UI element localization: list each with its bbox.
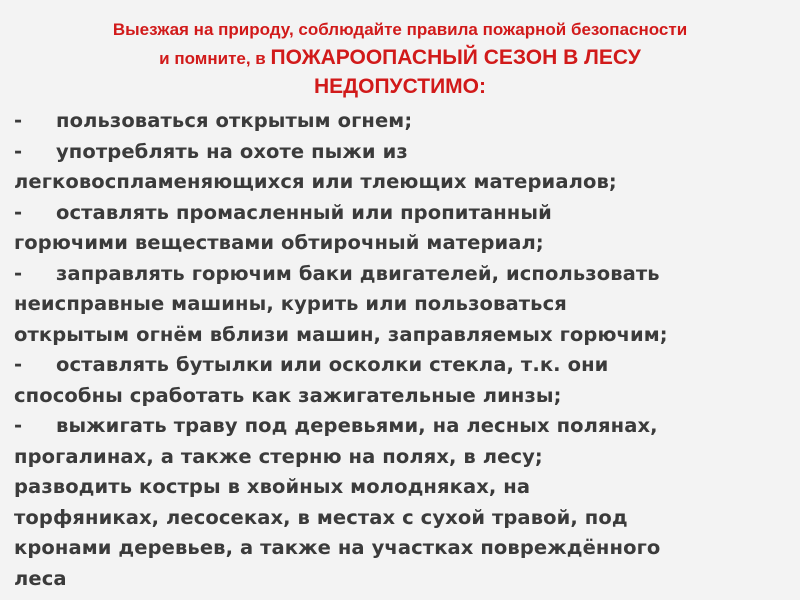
rule-text: пользоваться открытым огнем; [56,109,413,132]
rule-text: разводить костры в хвойных молодняках, на [14,475,531,498]
rule-text: торфяниках, лесосеках, в местах с сухой травой, под [14,505,628,529]
rule-line [14,503,784,534]
rule-line [14,442,784,473]
rule-line [14,198,784,229]
rule-text: оставлять промасленный или пропитанный [56,200,552,224]
rule-line [14,320,784,351]
rule-text: выжигать траву под деревьями, на лесных полянах, [56,414,658,437]
rule-line [14,228,784,259]
list-dash: - [14,414,23,437]
rule-text: прогалинах, а также стерню на полях, в лесу; [14,444,543,468]
rule-line [14,472,784,503]
rule-text: легковоспламеняющихся или тлеющих материалов; [14,170,617,193]
rule-line [14,137,784,168]
slide-title [14,16,786,102]
rule-line [14,533,784,564]
rule-line [14,411,784,442]
rule-text: кронами деревьев, а также на участках повреждённого [14,536,661,559]
list-dash: - [14,109,23,132]
title-line-1: Выезжая на природу, соблюдайте правила пожарной безопасности [112,20,688,39]
rule-text: заправлять горючим баки двигателей, использовать [56,261,660,285]
rule-line [14,381,784,412]
rule-text: употреблять на охоте пыжи из [56,139,408,163]
list-dash: - [14,353,23,376]
rule-text: способны сработать как зажигательные линзы; [14,383,562,407]
title-line-3: НЕДОПУСТИМО: [313,75,486,98]
rule-line [14,564,784,595]
rule-line [14,259,784,290]
rule-line [14,289,784,320]
title-line-2-start: и помните, в [159,49,271,68]
rule-text: горючими веществами обтирочный материал; [14,231,544,254]
rule-line [14,106,784,137]
rule-line [14,350,784,381]
list-dash: - [14,139,23,163]
rule-text: леса [14,566,67,590]
rule-text: открытым огнём вблизи машин, заправляемых горючим; [14,322,668,346]
rules-list [14,106,784,594]
title-line-2-highlight: ПОЖАРООПАСНЫЙ СЕЗОН В ЛЕСУ [270,46,641,69]
rule-text: неисправные машины, курить или пользоваться [14,292,567,315]
list-dash: - [14,261,23,285]
rule-line [14,167,784,198]
list-dash: - [14,200,23,224]
rule-text: оставлять бутылки или осколки стекла, т.к. они [56,353,609,376]
